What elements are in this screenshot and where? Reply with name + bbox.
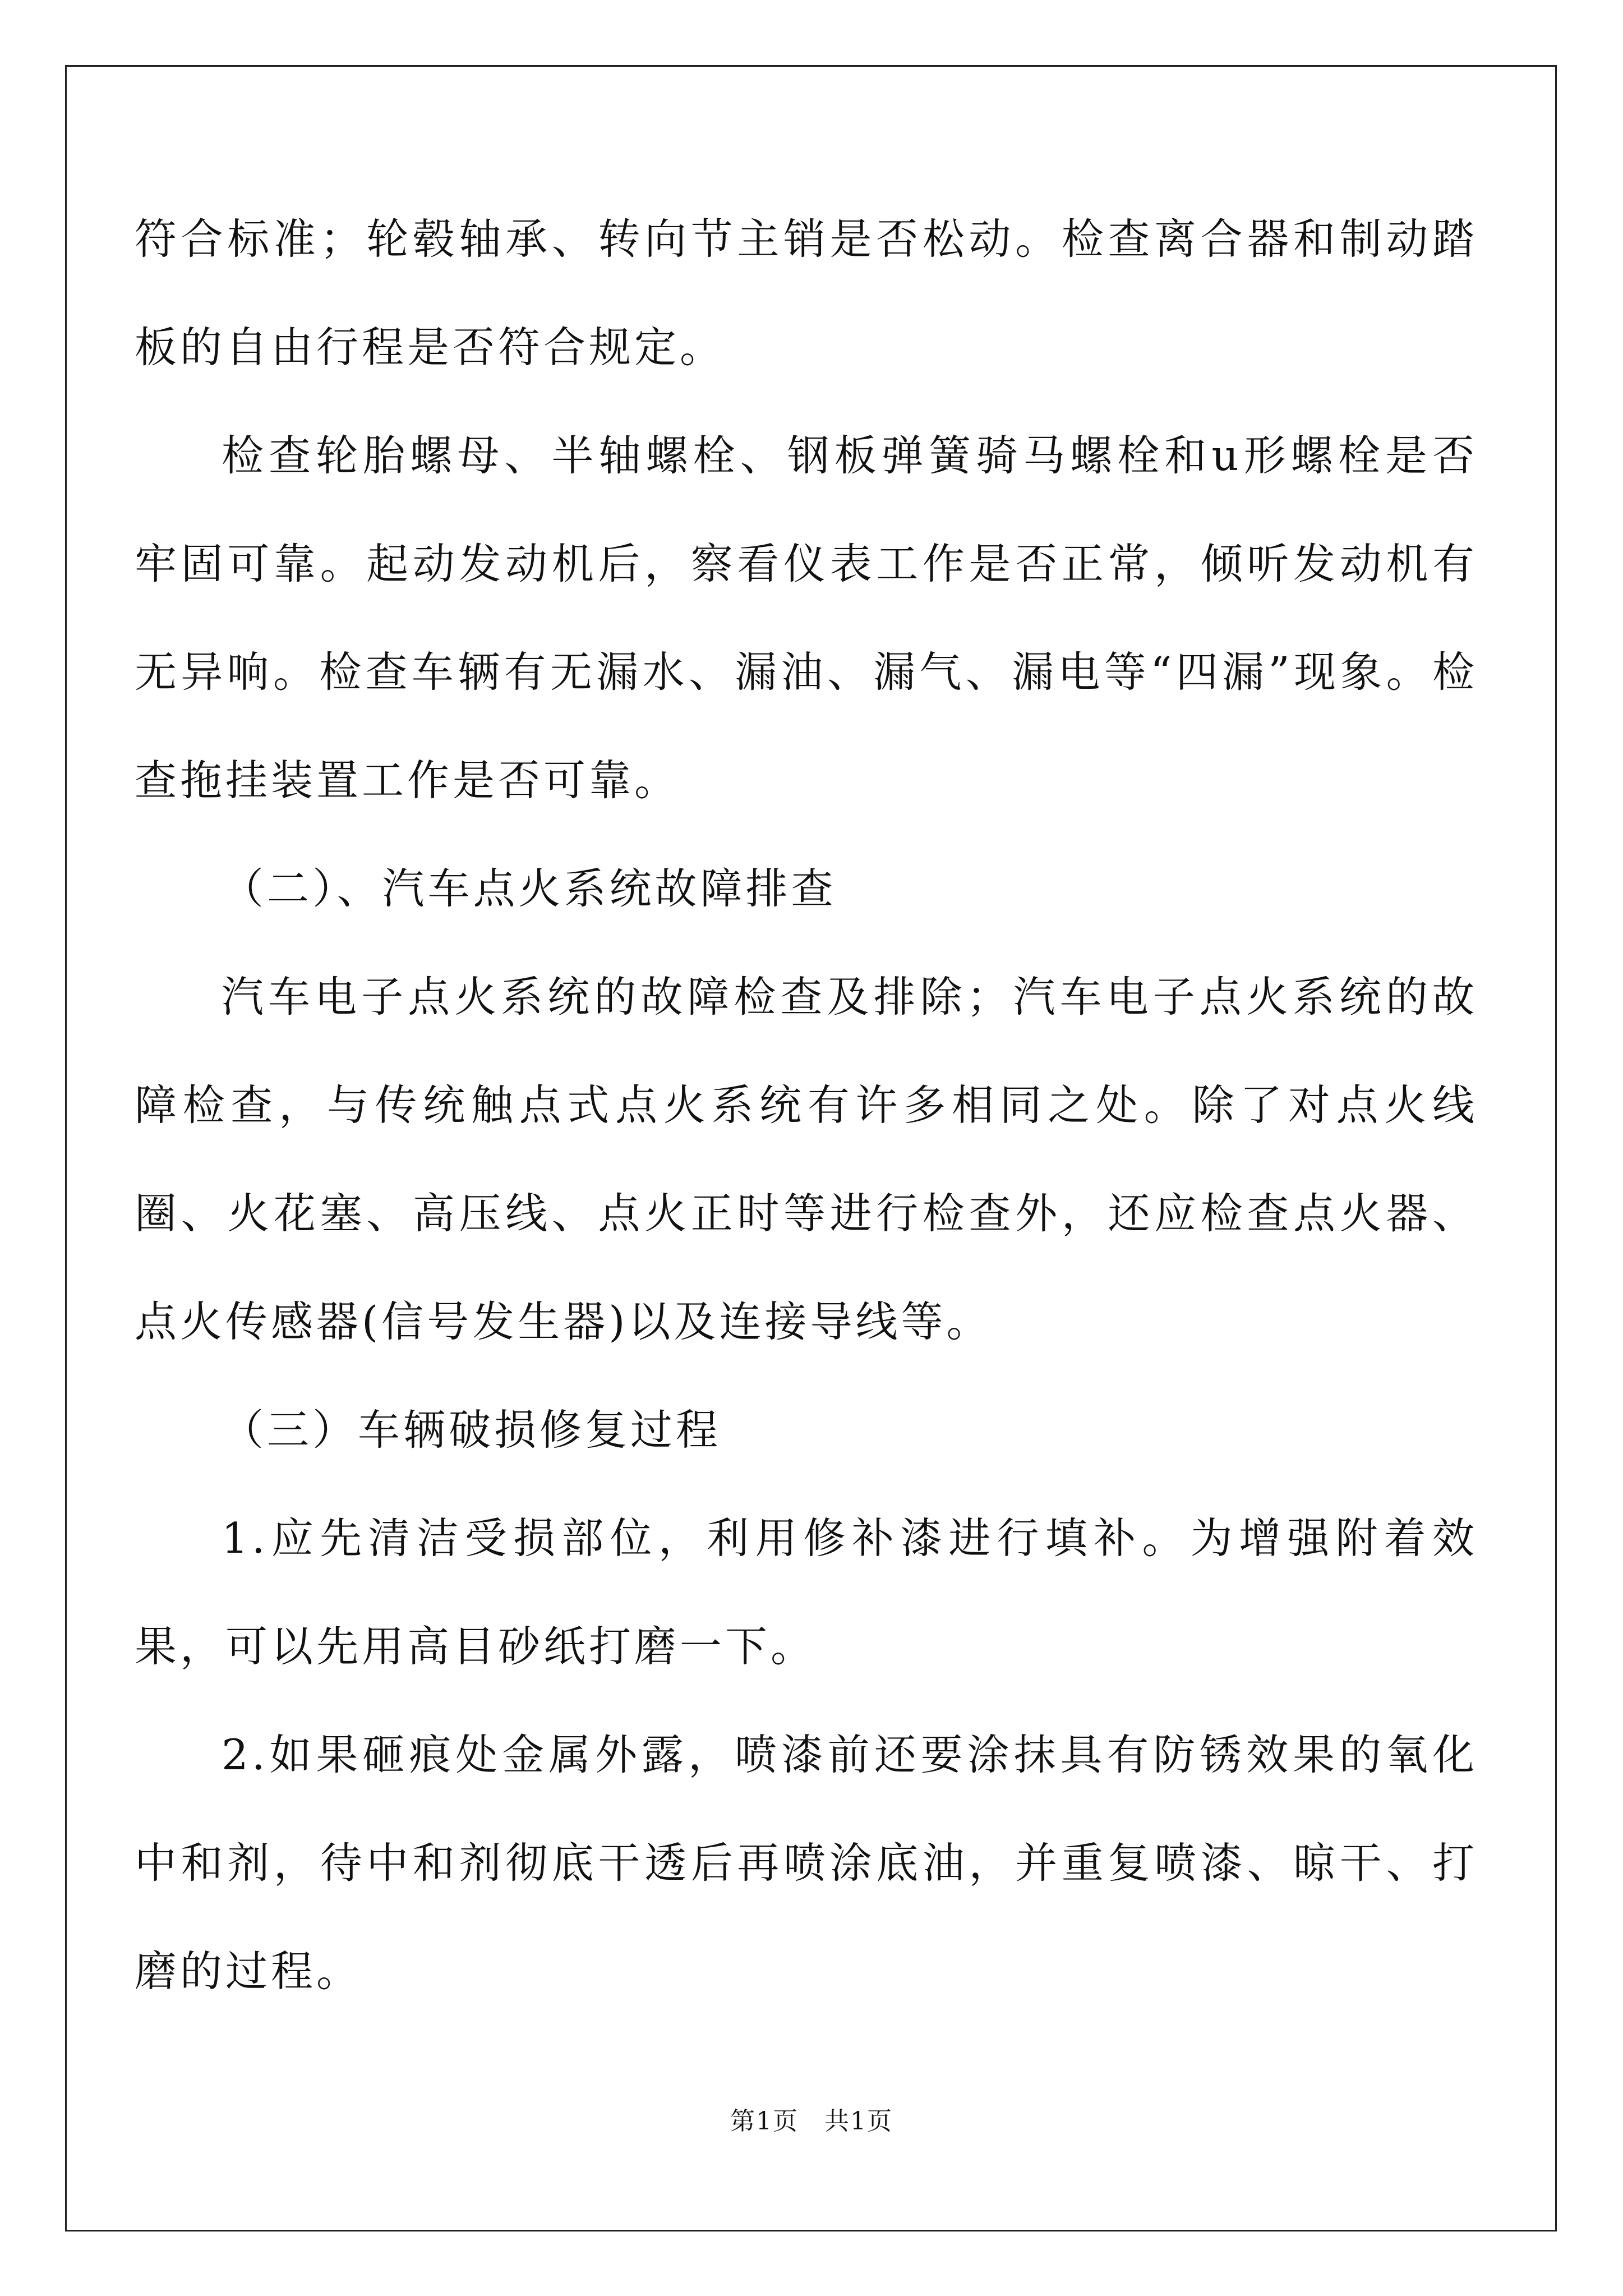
paragraph-continuation: 符合标准；轮毂轴承、转向节主销是否松动。检查离合器和制动踏板的自由行程是否符合规定。 [135,214,1478,372]
paragraph-repair-step-2: 2.如果砸痕处金属外露，喷漆前还要涂抹具有防锈效果的氧化中和剂，待中和剂彻底干透后再喷涂底油，并重复喷漆、晾干、打磨的过程。 [135,1730,1478,1996]
paragraph-ignition: 汽车电子点火系统的故障检查及排除；汽车电子点火系统的故障检查，与传统触点式点火系统有许多相同之处。除了对点火线圈、火花塞、高压线、点火正时等进行检查外，还应检查点火器、点火传感器(信号发生器)以及连接导线等。 [135,972,1478,1346]
paragraph-inspection: 检查轮胎螺母、半轴螺栓、钢板弹簧骑马螺栓和u形螺栓是否牢固可靠。起动发动机后，察看仪表工作是否正常，倾听发动机有无异响。检查车辆有无漏水、漏油、漏气、漏电等“四漏”现象。检查拖挂装置工作是否可靠。 [135,431,1478,805]
section-heading-ignition: （二）、汽车点火系统故障排查 [222,864,837,913]
section-heading-repair: （三）车辆破损修复过程 [222,1405,722,1455]
page-number-footer: 第1页 共1页 [730,2107,893,2136]
paragraph-repair-step-1: 1.应先清洁受损部位，利用修补漆进行填补。为增强附着效果，可以先用高目砂纸打磨一下。 [135,1513,1478,1671]
document-body [135,185,1478,2026]
